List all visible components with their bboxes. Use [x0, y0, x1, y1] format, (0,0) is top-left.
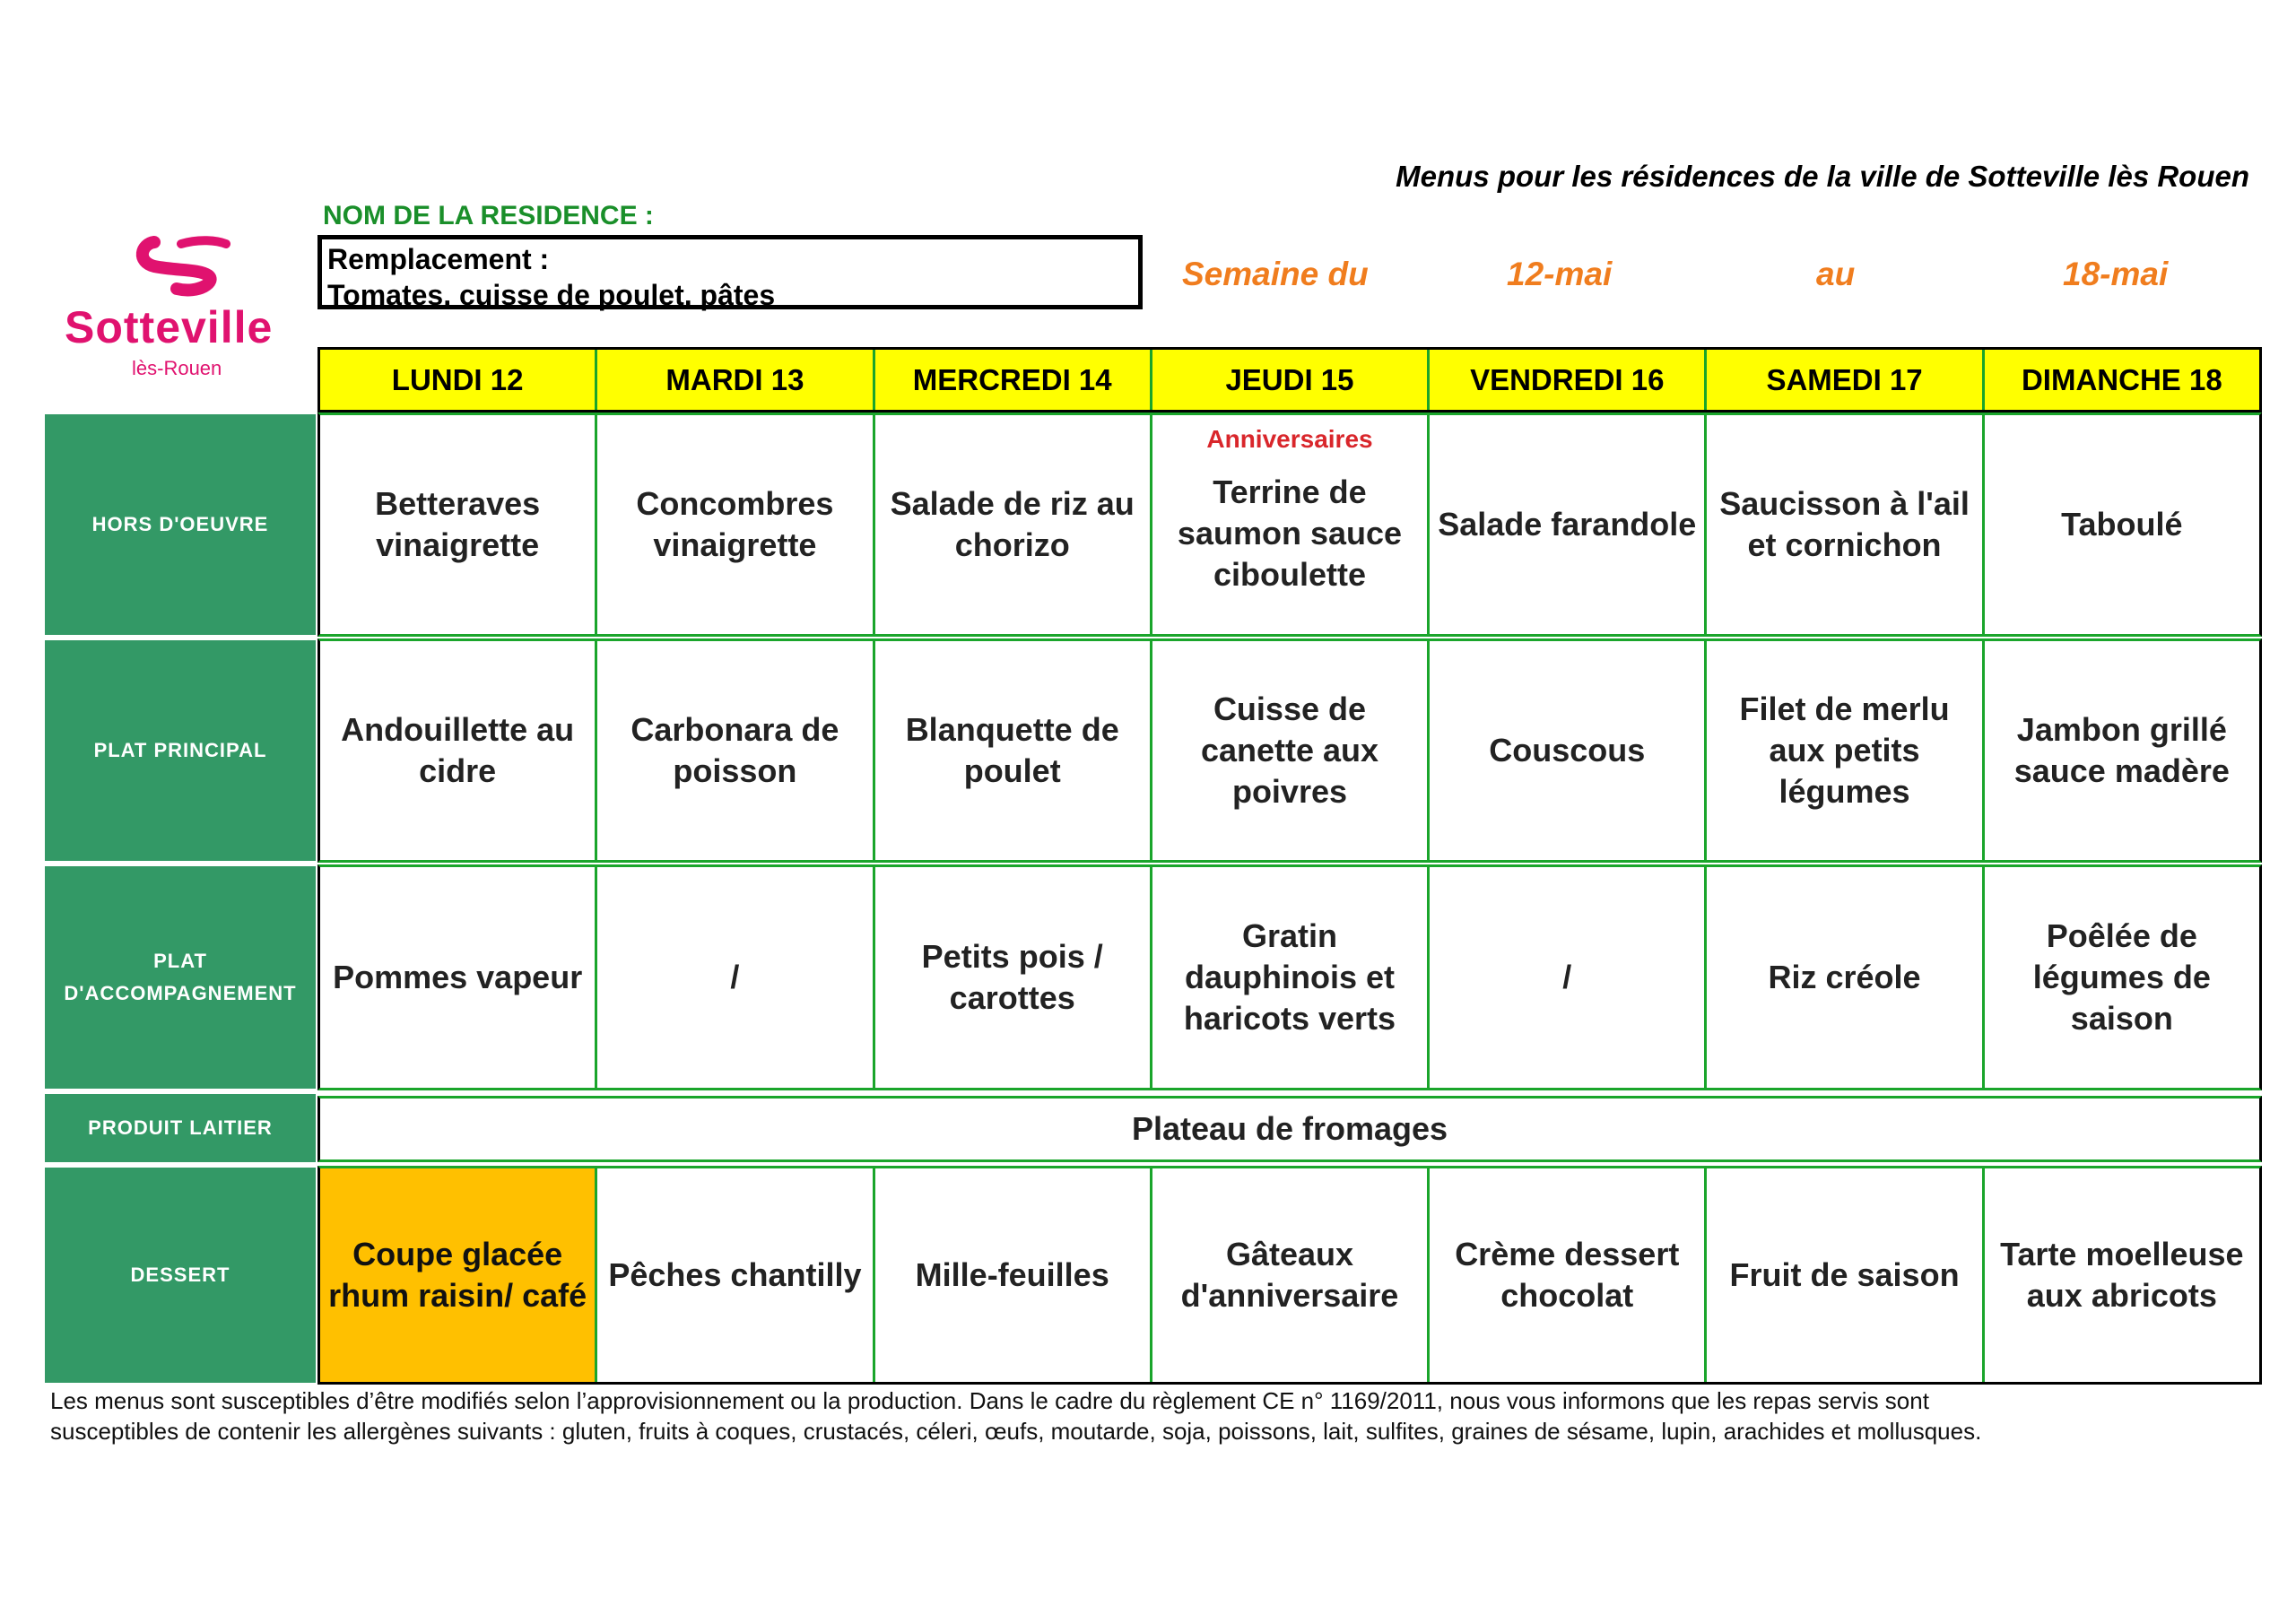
week-start-date: 12-mai	[1507, 256, 1613, 292]
row-label-dessert: DESSERT	[45, 1168, 316, 1383]
menu-cell: Jambon grillé sauce madère	[2013, 711, 2230, 789]
anniversary-note: Anniversaires	[1206, 425, 1373, 453]
day-header: SAMEDI 17	[1707, 350, 1984, 410]
menu-cell: Gratin dauphinois et haricots verts	[1152, 867, 1430, 1088]
week-connector: au	[1816, 256, 1856, 292]
meal-row-plat-principal	[317, 638, 2262, 863]
menu-cell: Andouillette au cidre	[320, 641, 597, 860]
menu-cell: Concombres vinaigrette	[597, 415, 874, 634]
menu-cell: Mille-feuilles	[875, 1168, 1152, 1382]
sotteville-logo	[56, 235, 325, 387]
logo-subtitle: lès-Rouen	[132, 357, 222, 379]
meal-row-hors-doeuvre	[317, 413, 2262, 637]
row-label-plat-principal: PLAT PRINCIPAL	[45, 640, 316, 861]
menu-cell: Cuisse de canette aux poivres	[1152, 641, 1430, 860]
disclaimer-line: susceptibles de contenir les allergènes suivants : gluten, fruits à coques, crustacés, céleri, œufs, moutarde, soja, poissons, lait, sulfites, graines de sésame, lupin, arachides et mollusques.	[50, 1418, 1982, 1445]
menu-cell: Poêlée de légumes de saison	[2032, 917, 2211, 1037]
allergen-disclaimer	[50, 1385, 2257, 1446]
day-header: MARDI 13	[597, 350, 874, 410]
menu-cell: Crème dessert chocolat	[1430, 1168, 1707, 1382]
menu-cell-text: Terrine de saumon sauce ciboulette	[1177, 473, 1403, 593]
menu-cell: /	[1430, 867, 1707, 1088]
residence-label: NOM DE LA RESIDENCE :	[323, 201, 654, 230]
menu-cell: Taboulé	[2061, 506, 2183, 543]
menu-cell: Pommes vapeur	[320, 867, 597, 1088]
day-header: VENDREDI 16	[1430, 350, 1707, 410]
menu-cell: Fruit de saison	[1707, 1168, 1984, 1382]
day-header-row	[317, 347, 2262, 413]
row-label-accompagnement: PLAT D'ACCOMPAGNEMENT	[45, 866, 316, 1089]
row-label-produit-laitier: PRODUIT LAITIER	[45, 1094, 316, 1162]
menu-cell: Salade de riz au chorizo	[875, 415, 1152, 634]
day-header: DIMANCHE 18	[2021, 362, 2222, 396]
menu-cell: Betteraves vinaigrette	[320, 415, 597, 634]
menu-cell: Carbonara de poisson	[597, 641, 874, 860]
menu-cell: Petits pois / carottes	[875, 867, 1152, 1088]
meal-row-accompagnement	[317, 864, 2262, 1090]
menu-cell: Saucisson à l'ail et cornichon	[1707, 415, 1984, 634]
week-prefix: Semaine du	[1182, 256, 1369, 292]
menu-cell: Pêches chantilly	[597, 1168, 874, 1382]
menu-cell: Couscous	[1430, 641, 1707, 860]
day-header: MERCREDI 14	[875, 350, 1152, 410]
menu-cell: Salade farandole	[1430, 415, 1707, 634]
meal-row-produit-laitier: Plateau de fromages	[317, 1096, 2262, 1162]
replacement-detail: Tomates, cuisse de poulet, pâtes	[327, 279, 776, 311]
menu-cell: Blanquette de poulet	[875, 641, 1152, 860]
day-header: JEUDI 15	[1152, 350, 1430, 410]
menu-cell: /	[597, 867, 874, 1088]
replacement-box	[317, 235, 1143, 309]
menu-cell: Filet de merlu aux petits légumes	[1707, 641, 1984, 860]
day-header: LUNDI 12	[320, 350, 597, 410]
row-label-hors-doeuvre: HORS D'OEUVRE	[45, 414, 316, 635]
menu-cell-jeudi	[1152, 415, 1430, 634]
replacement-title: Remplacement :	[327, 243, 550, 275]
menu-cell: Tarte moelleuse aux abricots	[2000, 1236, 2244, 1314]
disclaimer-line: Les menus sont susceptibles d’être modifiés selon l’approvisionnement ou la production. Dans le cadre du règlement CE n° 1169/2011, nous vous informons que les repas servis sont	[50, 1387, 1929, 1414]
meal-row-dessert	[317, 1166, 2262, 1385]
week-end-date: 18-mai	[2063, 256, 2169, 292]
page-header-title: Menus pour les résidences de la ville de Sotteville lès Rouen	[1396, 160, 2249, 193]
menu-cell: Riz créole	[1707, 867, 1984, 1088]
logo-swoosh-icon	[127, 235, 235, 298]
menu-cell: Gâteaux d'anniversaire	[1152, 1168, 1430, 1382]
logo-name: Sotteville	[65, 302, 274, 352]
menu-cell-highlighted: Coupe glacée rhum raisin/ café	[320, 1168, 597, 1382]
